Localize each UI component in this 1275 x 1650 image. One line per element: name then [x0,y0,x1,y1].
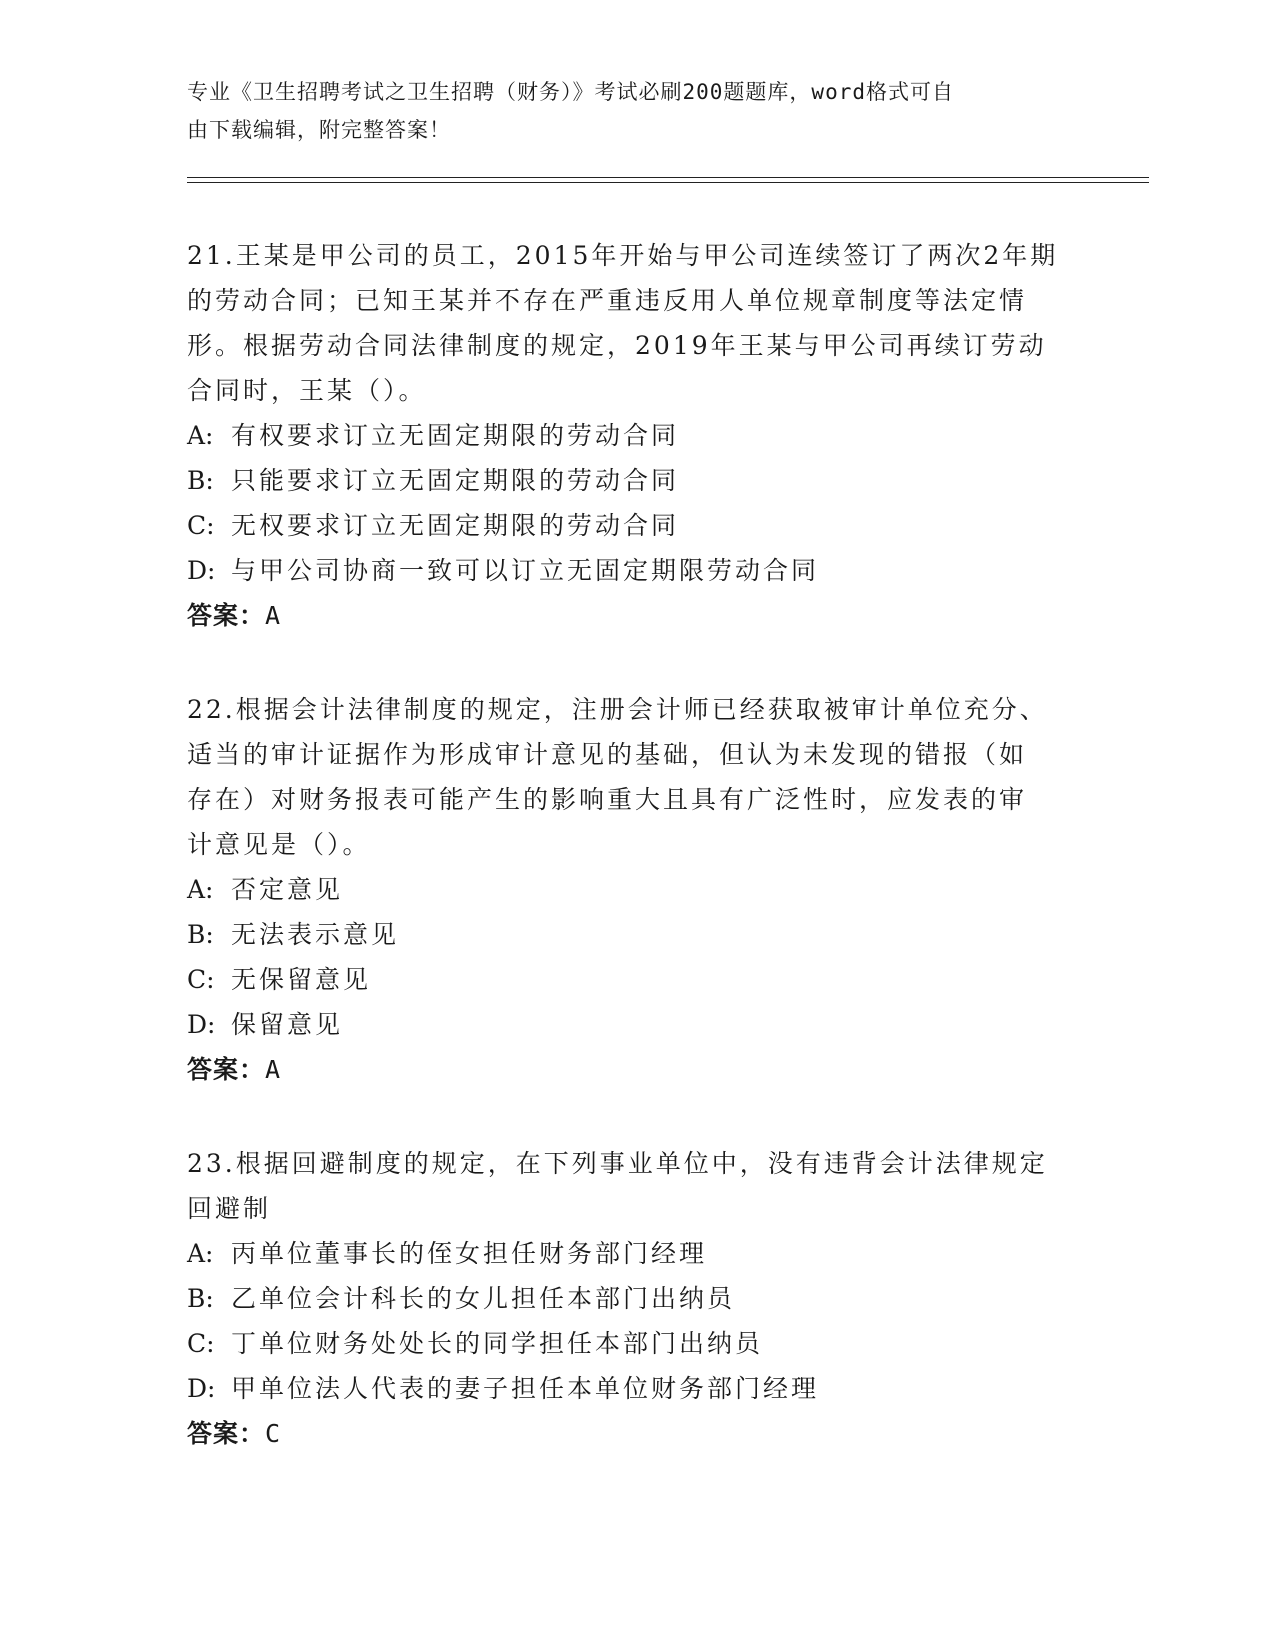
question-stem-line: 存在）对财务报表可能产生的影响重大且具有广泛性时，应发表的审 [187,785,1028,814]
question-stem-line: 适当的审计证据作为形成审计意见的基础，但认为未发现的错报（如 [187,740,1028,769]
answer-label: 答案： [187,1419,266,1448]
header-divider-bottom [187,182,1149,183]
option-text: 保留意见 [231,1010,344,1039]
option-c [187,957,1087,1002]
option-d [187,1366,1087,1411]
option-text: 丁单位财务处处长的同学担任本部门出纳员 [231,1329,764,1358]
option-letter: A: [187,875,214,904]
question-stem-line: 22.根据会计法律制度的规定，注册会计师已经获取被审计单位充分、 [187,695,1048,724]
header-line-2: 由下载编辑，附完整答案！ [187,118,451,142]
option-letter: D: [187,556,216,585]
option-b [187,1276,1087,1321]
answer-label: 答案： [187,1055,266,1084]
option-letter: B: [187,1284,214,1313]
option-a [187,1231,1087,1276]
option-text: 无权要求订立无固定期限的劳动合同 [231,511,680,540]
option-letter: D: [187,1010,216,1039]
answer-label: 答案： [187,601,266,630]
question-21 [187,233,1087,638]
option-text: 有权要求订立无固定期限的劳动合同 [231,421,680,450]
option-letter: C: [187,1329,215,1358]
option-letter: A: [187,421,214,450]
option-text: 甲单位法人代表的妻子担任本单位财务部门经理 [231,1374,820,1403]
option-c [187,503,1087,548]
option-letter: A: [187,1239,214,1268]
option-letter: D: [187,1374,216,1403]
question-23 [187,1141,1087,1456]
option-text: 与甲公司协商一致可以订立无固定期限劳动合同 [231,556,820,585]
question-stem-line: 形。根据劳动合同法律制度的规定，2019年王某与甲公司再续订劳动 [187,331,1047,360]
option-a [187,867,1087,912]
question-stem-line: 的劳动合同；已知王某并不存在严重违反用人单位规章制度等法定情 [187,286,1028,315]
answer [187,1047,1087,1092]
option-letter: B: [187,920,214,949]
question-22 [187,687,1087,1092]
question-stem-line: 回避制 [187,1194,272,1223]
option-text: 无法表示意见 [231,920,400,949]
option-d [187,1002,1087,1047]
question-stem-line: 合同时，王某（）。 [187,376,427,405]
option-b [187,458,1087,503]
answer-value: A [265,601,282,630]
option-text: 丙单位董事长的侄女担任财务部门经理 [231,1239,708,1268]
option-letter: C: [187,965,215,994]
option-letter: B: [187,466,214,495]
option-text: 否定意见 [231,875,344,904]
header-divider-top [187,177,1149,178]
question-stem-line: 21.王某是甲公司的员工，2015年开始与甲公司连续签订了两次2年期 [187,241,1059,270]
document-header [187,73,1087,149]
option-text: 无保留意见 [231,965,372,994]
option-a [187,413,1087,458]
answer [187,593,1087,638]
answer [187,1411,1087,1456]
answer-value: A [265,1055,282,1084]
answer-value: C [265,1419,282,1448]
option-b [187,912,1087,957]
question-stem-line: 23.根据回避制度的规定，在下列事业单位中，没有违背会计法律规定 [187,1149,1048,1178]
question-stem-line: 计意见是（）。 [187,830,371,859]
option-c [187,1321,1087,1366]
option-text: 乙单位会计科长的女儿担任本部门出纳员 [231,1284,736,1313]
header-line-1: 专业《卫生招聘考试之卫生招聘（财务）》考试必刷200题题库，word格式可自 [187,80,954,104]
option-d [187,548,1087,593]
option-letter: C: [187,511,215,540]
option-text: 只能要求订立无固定期限的劳动合同 [231,466,680,495]
